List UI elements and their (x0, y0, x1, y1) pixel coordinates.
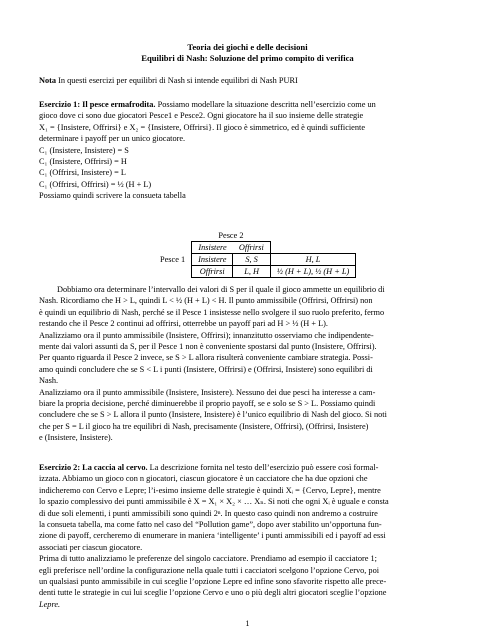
table-cell: S, S (233, 254, 270, 266)
para-line: Per quanto riguarda il Pesce 2 invece, se S > L allora risulterà conveniente cambiare strategia. Possi- (39, 353, 373, 363)
ex2-line: Prima di tutto analizziamo le preferenze del singolo cacciatore. Prendiamo ad esempio il cacciatore 1; (39, 554, 377, 564)
note-paragraph (39, 75, 456, 86)
ex2-line: indicheremo con Cervo e Lepre; l’i-esimo insieme delle strategie è quindi Xᵢ = {Cervo, Lepre}, mentre (39, 485, 381, 495)
exercise-2-heading: Esercizio 2: La caccia al cervo. (39, 463, 148, 472)
ex2-line: denti tutte le strategie in cui lui sceglie l’opzione Cervo e uno o più degli altri giocatori sceglie l’opzione (39, 588, 387, 598)
row-header: Insistere (192, 254, 233, 266)
ex2-line: La descrizione fornita nel testo dell’esercizio può essere così formal- (147, 463, 379, 472)
table-cell: H, L (270, 254, 356, 266)
exercise-1 (39, 99, 456, 202)
exercise-2 (39, 462, 456, 610)
ex1-line: C₁ (Insistere, Insistere) = S (39, 145, 129, 155)
row-header: Offrirsi (192, 266, 233, 278)
para-line: Nash. Ricordiamo che H > L, quindi L < ½ (H + L) < H. Il punto ammissibile (Offrirsi, Offrirsi) non (39, 296, 373, 306)
para-line: amo quindi concludere che se S < L i punti (Insistere, Offrirsi) e (Offrirsi, Insistere) sono equilibri di (39, 364, 373, 374)
ex1-line: Possiamo modellare la situazione descritta nell’esercizio come un (155, 100, 376, 109)
ex2-line: zione di payoff, cercheremo di enumerare in maniera ‘intelligente’ i punti ammissibili ed i payoff ad essi (39, 531, 386, 541)
exercise-1-heading: Esercizio 1: Il pesce ermafrodita. (39, 100, 156, 109)
table-cell: ½ (H + L), ½ (H + L) (270, 266, 356, 278)
para-line: Nash. (39, 376, 59, 386)
para-line: Dobbiamo ora determinare l’intervallo dei valori di S per il quale il gioco ammette un equilibrio di (57, 285, 385, 294)
ex1-line: C₁ (Offrirsi, Insistere) = L (39, 168, 126, 178)
ex1-line: Possiamo quindi scrivere la consueta tabella (39, 191, 186, 201)
ex2-line: lo spazio complessivo dei punti ammissibile è X = X₁ × X₂ × … Xₙ. Si noti che ogni Xᵢ è uguale e consta (39, 497, 389, 507)
col-player-label: Pesce 2 (218, 231, 244, 240)
para-line: concludere che se S > L allora il punto (Insistere, Insistere) è l’unico equilibrio di Nash del gioco. Si noti (39, 410, 387, 420)
table-cell: L, H (233, 266, 270, 278)
ex2-line: un qualsiasi punto ammissibile in cui sceglie l’opzione Lepre ed infine sono sfavorite rispetto alle prece- (39, 577, 387, 587)
ex2-line: Lepre. (39, 599, 61, 609)
row-player-label: Pesce 1 (160, 255, 186, 264)
col-header: Insistere (192, 242, 233, 254)
para-line: restando che il Pesce 2 continui ad offrirsi, otterrebbe un payoff pari ad H > ½ (H + L). (39, 319, 328, 329)
document-title: Teoria dei giochi e delle decisioni (187, 42, 308, 52)
para-line: mente dai valori assunti da S, per il Pesce 1 non è conveniente spostarsi dal punto (Insistere, Offrirsi). (39, 342, 377, 352)
para-line: e (Insistere, Insistere). (39, 433, 113, 443)
para-line: Analizziamo ora il punto ammissibile (Insistere, Insistere). Nessuno dei due pesci ha interesse a cam- (39, 387, 376, 397)
ex1-line: X₁ = {Insistere, Offrirsi} e X₂ = {Insistere, Offrirsi}. Il gioco è simmetrico, ed è quindi sufficiente (39, 122, 365, 132)
ex2-line: la consueta tabella, ma come fatto nel caso del “Pollution game”, dopo aver stabilito un’opportuna fun- (39, 520, 382, 530)
ex2-line: di due soli elementi, i punti ammissibili sono quindi 2ⁿ. In questo caso quindi non andremo a costruire (39, 508, 378, 518)
ex2-line: egli preferisce nell’ordine la configurazione nella quale tutti i cacciatori scelgono l’opzione Cervo, poi (39, 565, 380, 575)
payoff-table (154, 230, 356, 278)
para-line: biare la propria decisione, perché diminuerebbe il proprio payoff, se e solo se S > L. Possiamo quindi (39, 399, 376, 409)
ex1-line: determinare i payoff per un unico giocatore. (39, 134, 186, 144)
ex1-line: gioco dove ci sono due giocatori Pesce1 e Pesce2. Ogni giocatore ha il suo insieme delle strategie (39, 111, 364, 121)
para-line: è quindi un equilibrio di Nash, perché se il Pesce 1 insistesse nello svolgere il suo ruolo preferito, fermo (39, 307, 385, 317)
para-line: che per S = L il gioco ha tre equilibri di Nash, precisamente (Insistere, Offrirsi), (Offrirsi, Insistere) (39, 421, 369, 431)
ex2-line: associati per ciascun giocatore. (39, 542, 143, 552)
note-text: In questi esercizi per equilibri di Nash si intende equilibri di Nash PURI (58, 76, 298, 85)
exercise-1-discussion (39, 284, 456, 444)
ex2-line: izzata. Abbiamo un gioco con n giocatori, ciascun giocatore è un cacciatore che ha due opzioni che (39, 474, 368, 484)
ex1-line: C₁ (Offrirsi, Offrirsi) = ½ (H + L) (39, 179, 152, 189)
document-subtitle: Equilibri di Nash: Soluzione del primo compito di verifica (141, 53, 354, 63)
col-header: Offrirsi (233, 242, 270, 254)
para-line: Analizziamo ora il punto ammissibile (Insistere, Offrirsi); innanzitutto osserviamo che indipendente- (39, 330, 374, 340)
note-label: Nota (39, 76, 57, 85)
ex1-line: C₁ (Insistere, Offrirsi) = H (39, 157, 127, 167)
page-number: 1 (245, 619, 250, 628)
